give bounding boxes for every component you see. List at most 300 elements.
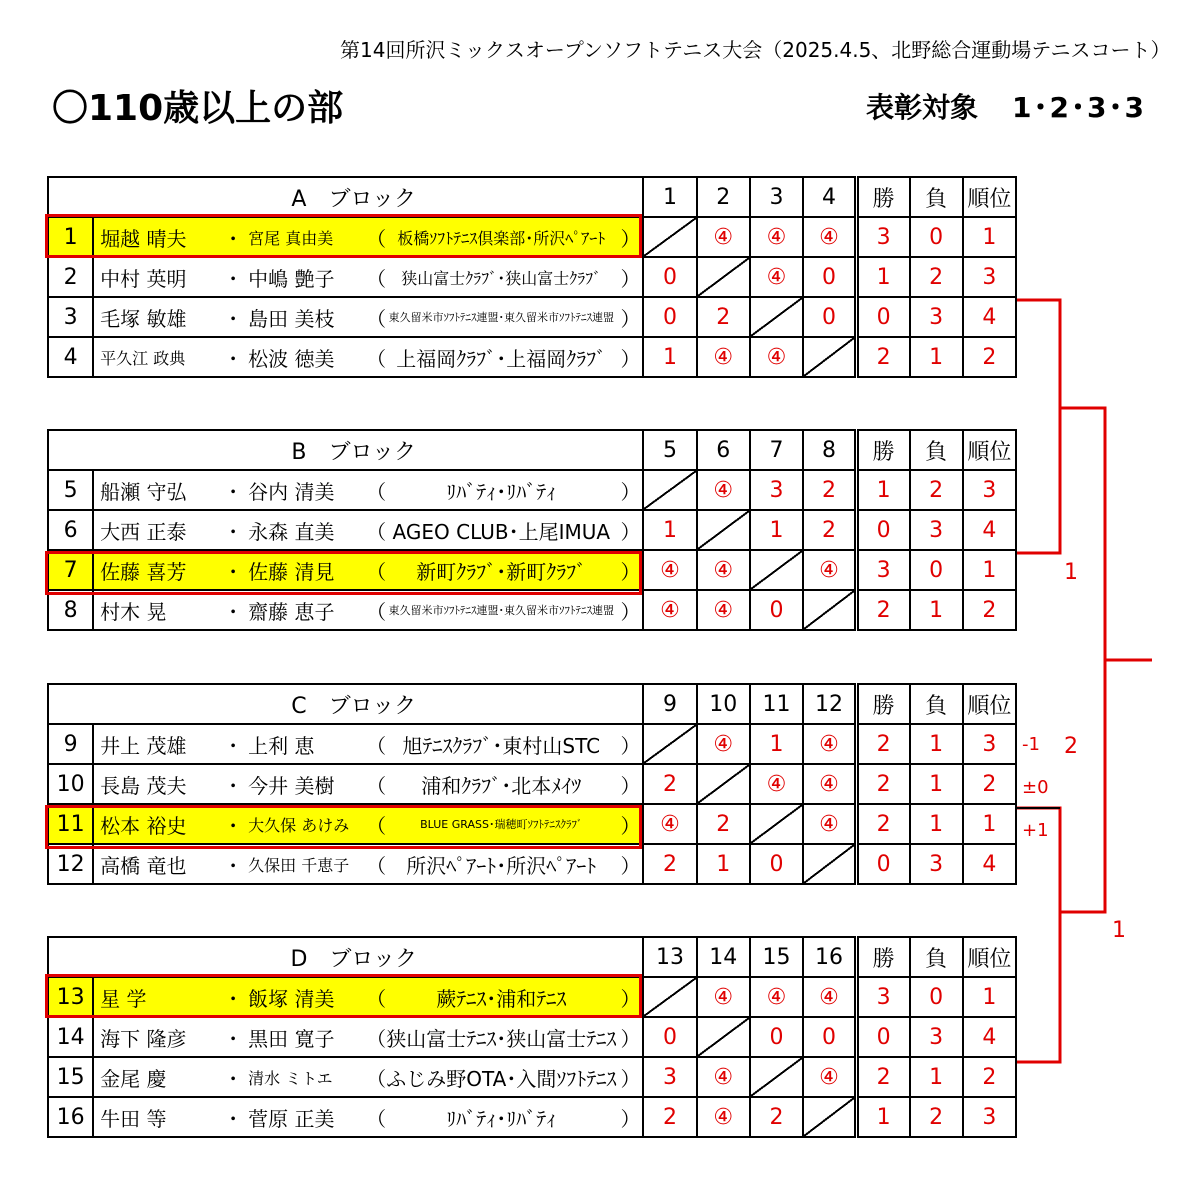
club-close-paren: ）: [620, 853, 641, 878]
win-count: 3: [856, 217, 909, 257]
club-open-paren: （: [366, 773, 387, 798]
rank-count: 3: [963, 470, 1016, 510]
win-count: 0: [856, 844, 909, 884]
entry-number: 15: [48, 1057, 93, 1097]
rank-count: 3: [963, 257, 1016, 297]
match-score: 2: [643, 844, 696, 884]
rank-count: 4: [963, 844, 1016, 884]
self-match-cell: [750, 297, 803, 337]
rank-column-header: 順位: [963, 177, 1016, 217]
win-count: 3: [856, 550, 909, 590]
rank-count: 1: [963, 550, 1016, 590]
loss-count: 1: [910, 804, 963, 844]
club-open-paren: （: [366, 266, 387, 291]
match-score: ④: [803, 804, 856, 844]
pair-separator: ･: [228, 266, 239, 291]
pair-separator: ･: [228, 519, 239, 544]
pair-cell: [93, 297, 643, 337]
player-1-name: 高橋 竜也: [100, 853, 187, 878]
win-column-header: 勝: [856, 430, 909, 470]
opponent-column-header: 11: [750, 684, 803, 724]
pair-cell: [93, 844, 643, 884]
pair-separator: ･: [228, 599, 239, 624]
player-2-name: 清水 ミトエ: [248, 1068, 333, 1088]
player-1-name: 佐藤 喜芳: [100, 559, 187, 584]
entry-number: 13: [48, 977, 93, 1017]
win-count: 2: [856, 764, 909, 804]
match-score: ④: [697, 217, 750, 257]
loss-column-header: 負: [910, 430, 963, 470]
club-open-paren: （: [366, 733, 387, 758]
table-row: [48, 550, 1016, 590]
loss-count: 2: [910, 257, 963, 297]
table-row: [48, 844, 1016, 884]
match-score: ④: [803, 764, 856, 804]
pair-separator: ･: [228, 306, 239, 331]
opponent-column-header: 15: [750, 937, 803, 977]
loss-count: 1: [910, 764, 963, 804]
table-row: [48, 510, 1016, 550]
club-close-paren: ）: [620, 599, 641, 624]
club-close-paren: ）: [620, 226, 641, 251]
win-column-header: 勝: [856, 684, 909, 724]
club-open-paren: （: [366, 1026, 387, 1051]
loss-count: 3: [910, 1017, 963, 1057]
rank-column-header: 順位: [963, 684, 1016, 724]
player-1-name: 村木 晃: [100, 599, 167, 624]
pair-cell: [93, 337, 643, 377]
club-name: 浦和ｸﾗﾌﾞ･北本ﾒｲﾂ: [421, 773, 582, 798]
club-name: ふじみ野OTA･入間ｿﾌﾄﾃﾆｽ: [386, 1066, 617, 1091]
pair-separator: ･: [228, 1066, 239, 1091]
club-open-paren: （: [366, 1066, 387, 1091]
pair-cell: [93, 804, 643, 844]
self-match-cell: [697, 510, 750, 550]
club-open-paren: （: [366, 599, 387, 624]
club-close-paren: ）: [620, 1066, 641, 1091]
player-1-name: 船瀬 守弘: [100, 479, 187, 504]
match-score: 0: [643, 257, 696, 297]
loss-count: 2: [910, 1097, 963, 1137]
match-score: 0: [750, 1017, 803, 1057]
win-count: 1: [856, 257, 909, 297]
match-score: ④: [643, 550, 696, 590]
win-count: 2: [856, 1057, 909, 1097]
pair-separator: ･: [228, 1026, 239, 1051]
club-open-paren: （: [366, 306, 387, 331]
player-2-name: 大久保 あけみ: [248, 815, 350, 835]
player-2-name: 佐藤 清見: [248, 559, 335, 584]
adjustment-row-10: ±0: [1022, 777, 1049, 798]
pair-separator: ･: [228, 226, 239, 251]
club-open-paren: （: [366, 853, 387, 878]
match-score: 2: [697, 297, 750, 337]
match-score: ④: [697, 1097, 750, 1137]
club-name: 狭山富士ﾃﾆｽ･狭山富士ﾃﾆｽ: [386, 1026, 617, 1051]
player-2-name: 今井 美樹: [248, 773, 335, 798]
match-score: 1: [750, 724, 803, 764]
block-name: A ブロック: [48, 177, 643, 217]
bracket-line-d: [1017, 912, 1060, 1062]
self-match-cell: [643, 977, 696, 1017]
pair-cell: [93, 470, 643, 510]
loss-column-header: 負: [910, 684, 963, 724]
pair-cell: [93, 1097, 643, 1137]
match-score: ④: [750, 217, 803, 257]
match-score: ④: [697, 470, 750, 510]
self-match-cell: [697, 257, 750, 297]
player-1-name: 平久江 政典: [100, 348, 186, 368]
match-score: ④: [697, 590, 750, 630]
club-close-paren: ）: [620, 346, 641, 371]
match-score: ④: [803, 1057, 856, 1097]
entry-number: 8: [48, 590, 93, 630]
loss-count: 0: [910, 550, 963, 590]
opponent-column-header: 6: [697, 430, 750, 470]
match-score: ④: [697, 1057, 750, 1097]
pair-separator: ･: [228, 733, 239, 758]
bracket-line-ab: [1060, 408, 1105, 660]
win-count: 2: [856, 804, 909, 844]
match-score: 3: [643, 1057, 696, 1097]
award-value: 1･2･3･3: [1012, 91, 1146, 124]
table-row: [48, 1057, 1016, 1097]
loss-count: 0: [910, 977, 963, 1017]
entry-number: 12: [48, 844, 93, 884]
match-score: ④: [697, 550, 750, 590]
club-open-paren: （: [366, 1106, 387, 1131]
win-count: 2: [856, 590, 909, 630]
club-close-paren: ）: [620, 733, 641, 758]
opponent-column-header: 10: [697, 684, 750, 724]
loss-count: 2: [910, 470, 963, 510]
loss-count: 3: [910, 297, 963, 337]
match-score: ④: [803, 977, 856, 1017]
pair-separator: ･: [228, 559, 239, 584]
opponent-column-header: 9: [643, 684, 696, 724]
opponent-column-header: 16: [803, 937, 856, 977]
club-close-paren: ）: [620, 479, 641, 504]
win-count: 3: [856, 977, 909, 1017]
rank-count: 2: [963, 337, 1016, 377]
match-score: 2: [803, 470, 856, 510]
self-match-cell: [643, 470, 696, 510]
match-score: ④: [803, 217, 856, 257]
entry-number: 3: [48, 297, 93, 337]
club-open-paren: （: [366, 479, 387, 504]
bracket-lines: [1017, 300, 1152, 1062]
player-2-name: 中嶋 艶子: [248, 266, 335, 291]
table-row: [48, 337, 1016, 377]
club-open-paren: （: [366, 519, 387, 544]
self-match-cell: [750, 1057, 803, 1097]
club-open-paren: （: [366, 226, 387, 251]
table-row: [48, 804, 1016, 844]
match-score: 2: [643, 764, 696, 804]
pair-cell: [93, 724, 643, 764]
club-open-paren: （: [366, 346, 387, 371]
opponent-column-header: 4: [803, 177, 856, 217]
match-score: 2: [697, 804, 750, 844]
entry-number: 9: [48, 724, 93, 764]
club-close-paren: ）: [620, 559, 641, 584]
player-2-name: 齋藤 恵子: [248, 599, 335, 624]
match-score: ④: [697, 724, 750, 764]
match-score: ④: [750, 977, 803, 1017]
bracket-line-a: [1017, 300, 1060, 408]
match-score: ④: [750, 337, 803, 377]
self-match-cell: [643, 217, 696, 257]
loss-count: 1: [910, 724, 963, 764]
entry-number: 11: [48, 804, 93, 844]
entry-number: 14: [48, 1017, 93, 1057]
club-name: 旭ﾃﾆｽｸﾗﾌﾞ･東村山STC: [402, 733, 601, 758]
pair-separator: ･: [228, 479, 239, 504]
player-2-name: 黒田 寛子: [248, 1026, 335, 1051]
block-name: B ブロック: [48, 430, 643, 470]
table-row: [48, 470, 1016, 510]
match-score: 2: [643, 1097, 696, 1137]
club-name: 板橋ｿﾌﾄﾃﾆｽ倶楽部･所沢ﾍﾟｱｰﾄ: [397, 228, 606, 248]
rank-column-header: 順位: [963, 430, 1016, 470]
opponent-column-header: 12: [803, 684, 856, 724]
club-name: BLUE GRASS･瑞穂町ｿﾌﾄﾃﾆｽｸﾗﾌﾞ: [420, 818, 583, 831]
event-title: 第14回所沢ミックスオープンソフトテニス大会（2025.4.5、北野総合運動場テニスコート）: [340, 38, 1171, 62]
entry-number: 16: [48, 1097, 93, 1137]
rank-count: 2: [963, 764, 1016, 804]
player-2-name: 島田 美枝: [248, 306, 335, 331]
loss-count: 1: [910, 337, 963, 377]
player-1-name: 星 学: [100, 986, 147, 1011]
rank-count: 1: [963, 977, 1016, 1017]
match-score: 1: [697, 844, 750, 884]
loss-count: 1: [910, 590, 963, 630]
self-match-cell: [697, 764, 750, 804]
rank-count: 1: [963, 804, 1016, 844]
club-name: 狭山富士ｸﾗﾌﾞ･狭山富士ｸﾗﾌﾞ: [401, 268, 602, 288]
match-score: 3: [750, 470, 803, 510]
self-match-cell: [803, 844, 856, 884]
pair-cell: [93, 550, 643, 590]
player-1-name: 毛塚 敏雄: [100, 306, 187, 331]
player-1-name: 海下 隆彦: [100, 1026, 187, 1051]
player-2-name: 永森 直美: [248, 519, 335, 544]
loss-column-header: 負: [910, 937, 963, 977]
win-column-header: 勝: [856, 177, 909, 217]
self-match-cell: [643, 724, 696, 764]
block-name: D ブロック: [48, 937, 643, 977]
pair-cell: [93, 764, 643, 804]
win-count: 0: [856, 297, 909, 337]
club-close-paren: ）: [620, 1026, 641, 1051]
player-2-name: 飯塚 清美: [248, 986, 335, 1011]
club-name: 蕨ﾃﾆｽ･浦和ﾃﾆｽ: [436, 986, 567, 1011]
player-1-name: 中村 英明: [100, 266, 187, 291]
block-name: C ブロック: [48, 684, 643, 724]
rank-count: 4: [963, 510, 1016, 550]
match-score: ④: [750, 257, 803, 297]
adjustment-row-11: +1: [1022, 820, 1049, 841]
rank-count: 4: [963, 1017, 1016, 1057]
table-row: [48, 1017, 1016, 1057]
player-2-name: 久保田 千恵子: [248, 855, 350, 875]
club-name: 所沢ﾍﾟｱｰﾄ･所沢ﾍﾟｱｰﾄ: [406, 853, 597, 878]
pair-cell: [93, 590, 643, 630]
match-score: 2: [803, 510, 856, 550]
entry-number: 2: [48, 257, 93, 297]
pair-separator: ･: [228, 813, 239, 838]
club-open-paren: （: [366, 986, 387, 1011]
player-2-name: 上利 恵: [248, 733, 315, 758]
club-close-paren: ）: [620, 773, 641, 798]
pair-separator: ･: [228, 773, 239, 798]
rank-count: 1: [963, 217, 1016, 257]
match-score: ④: [803, 724, 856, 764]
club-open-paren: （: [366, 559, 387, 584]
self-match-cell: [803, 590, 856, 630]
player-1-name: 牛田 等: [100, 1106, 167, 1131]
bracket-line-cd: [1060, 660, 1105, 912]
club-close-paren: ）: [620, 519, 641, 544]
match-score: 1: [643, 337, 696, 377]
pair-separator: ･: [228, 1106, 239, 1131]
match-score: 0: [803, 257, 856, 297]
player-2-name: 宮尾 真由美: [248, 228, 334, 248]
self-match-cell: [750, 550, 803, 590]
pair-separator: ･: [228, 346, 239, 371]
self-match-cell: [803, 1097, 856, 1137]
rank-count: 2: [963, 1057, 1016, 1097]
division-title: 〇110歳以上の部: [52, 88, 344, 129]
semifinal-bottom-result: 1: [1112, 918, 1126, 943]
win-count: 0: [856, 1017, 909, 1057]
match-score: ④: [643, 590, 696, 630]
self-match-cell: [697, 1017, 750, 1057]
loss-count: 1: [910, 1057, 963, 1097]
player-2-name: 松波 徳美: [248, 346, 335, 371]
club-close-paren: ）: [620, 306, 641, 331]
pair-cell: [93, 257, 643, 297]
opponent-column-header: 8: [803, 430, 856, 470]
player-1-name: 大西 正泰: [100, 519, 187, 544]
opponent-column-header: 7: [750, 430, 803, 470]
club-close-paren: ）: [620, 813, 641, 838]
pair-cell: [93, 510, 643, 550]
club-name: 東久留米市ｿﾌﾄﾃﾆｽ連盟･東久留米市ｿﾌﾄﾃﾆｽ連盟: [388, 604, 615, 617]
loss-column-header: 負: [910, 177, 963, 217]
club-name: ﾘﾊﾞﾃｨ･ﾘﾊﾞﾃｨ: [446, 479, 557, 504]
entry-number: 7: [48, 550, 93, 590]
match-score: 0: [750, 590, 803, 630]
block-table: [47, 683, 1017, 885]
match-score: ④: [697, 337, 750, 377]
adjustment-row-9: -1: [1022, 734, 1040, 755]
opponent-column-header: 13: [643, 937, 696, 977]
club-name: AGEO CLUB･上尾IMUA: [392, 519, 611, 544]
rank-count: 3: [963, 1097, 1016, 1137]
player-2-name: 菅原 正美: [248, 1106, 335, 1131]
match-score: 1: [750, 510, 803, 550]
club-name: 東久留米市ｿﾌﾄﾃﾆｽ連盟･東久留米市ｿﾌﾄﾃﾆｽ連盟: [388, 311, 615, 324]
block-table: [47, 936, 1017, 1138]
loss-count: 3: [910, 844, 963, 884]
table-row: [48, 297, 1016, 337]
final-result: 2: [1064, 734, 1078, 759]
player-1-name: 金尾 慶: [100, 1066, 167, 1091]
pair-cell: [93, 977, 643, 1017]
club-name: ﾘﾊﾞﾃｨ･ﾘﾊﾞﾃｨ: [446, 1106, 557, 1131]
rank-count: 2: [963, 590, 1016, 630]
match-score: 2: [750, 1097, 803, 1137]
rank-count: 3: [963, 724, 1016, 764]
entry-number: 1: [48, 217, 93, 257]
player-1-name: 井上 茂雄: [100, 733, 187, 758]
entry-number: 5: [48, 470, 93, 510]
rank-column-header: 順位: [963, 937, 1016, 977]
pair-cell: [93, 1017, 643, 1057]
loss-count: 0: [910, 217, 963, 257]
loss-count: 3: [910, 510, 963, 550]
club-open-paren: （: [366, 813, 387, 838]
match-score: 0: [803, 1017, 856, 1057]
entry-number: 4: [48, 337, 93, 377]
pair-separator: ･: [228, 986, 239, 1011]
match-score: 0: [750, 844, 803, 884]
player-1-name: 堀越 晴夫: [100, 226, 187, 251]
opponent-column-header: 2: [697, 177, 750, 217]
club-close-paren: ）: [620, 986, 641, 1011]
club-close-paren: ）: [620, 1106, 641, 1131]
bracket-line-b: [1017, 408, 1060, 553]
club-name: 新町ｸﾗﾌﾞ･新町ｸﾗﾌﾞ: [416, 559, 587, 584]
table-row: [48, 724, 1016, 764]
self-match-cell: [803, 337, 856, 377]
pair-cell: [93, 1057, 643, 1097]
pair-separator: ･: [228, 853, 239, 878]
match-score: ④: [643, 804, 696, 844]
match-score: 0: [803, 297, 856, 337]
opponent-column-header: 14: [697, 937, 750, 977]
entry-number: 6: [48, 510, 93, 550]
match-score: 1: [643, 510, 696, 550]
award-label: 表彰対象: [866, 91, 979, 124]
table-row: [48, 217, 1016, 257]
player-1-name: 長島 茂夫: [100, 773, 187, 798]
pair-cell: [93, 217, 643, 257]
block-table: [47, 429, 1017, 631]
rank-count: 4: [963, 297, 1016, 337]
match-score: 0: [643, 1017, 696, 1057]
win-count: 0: [856, 510, 909, 550]
match-score: ④: [750, 764, 803, 804]
block-table: [47, 176, 1017, 378]
match-score: ④: [697, 977, 750, 1017]
win-count: 2: [856, 724, 909, 764]
table-row: [48, 590, 1016, 630]
player-2-name: 谷内 清美: [248, 479, 335, 504]
win-count: 2: [856, 337, 909, 377]
club-name: 上福岡ｸﾗﾌﾞ･上福岡ｸﾗﾌﾞ: [396, 346, 607, 371]
semifinal-top-result: 1: [1064, 560, 1078, 585]
win-count: 1: [856, 1097, 909, 1137]
self-match-cell: [750, 804, 803, 844]
table-row: [48, 257, 1016, 297]
opponent-column-header: 3: [750, 177, 803, 217]
player-1-name: 松本 裕史: [100, 813, 187, 838]
win-count: 1: [856, 470, 909, 510]
club-close-paren: ）: [620, 266, 641, 291]
table-row: [48, 977, 1016, 1017]
